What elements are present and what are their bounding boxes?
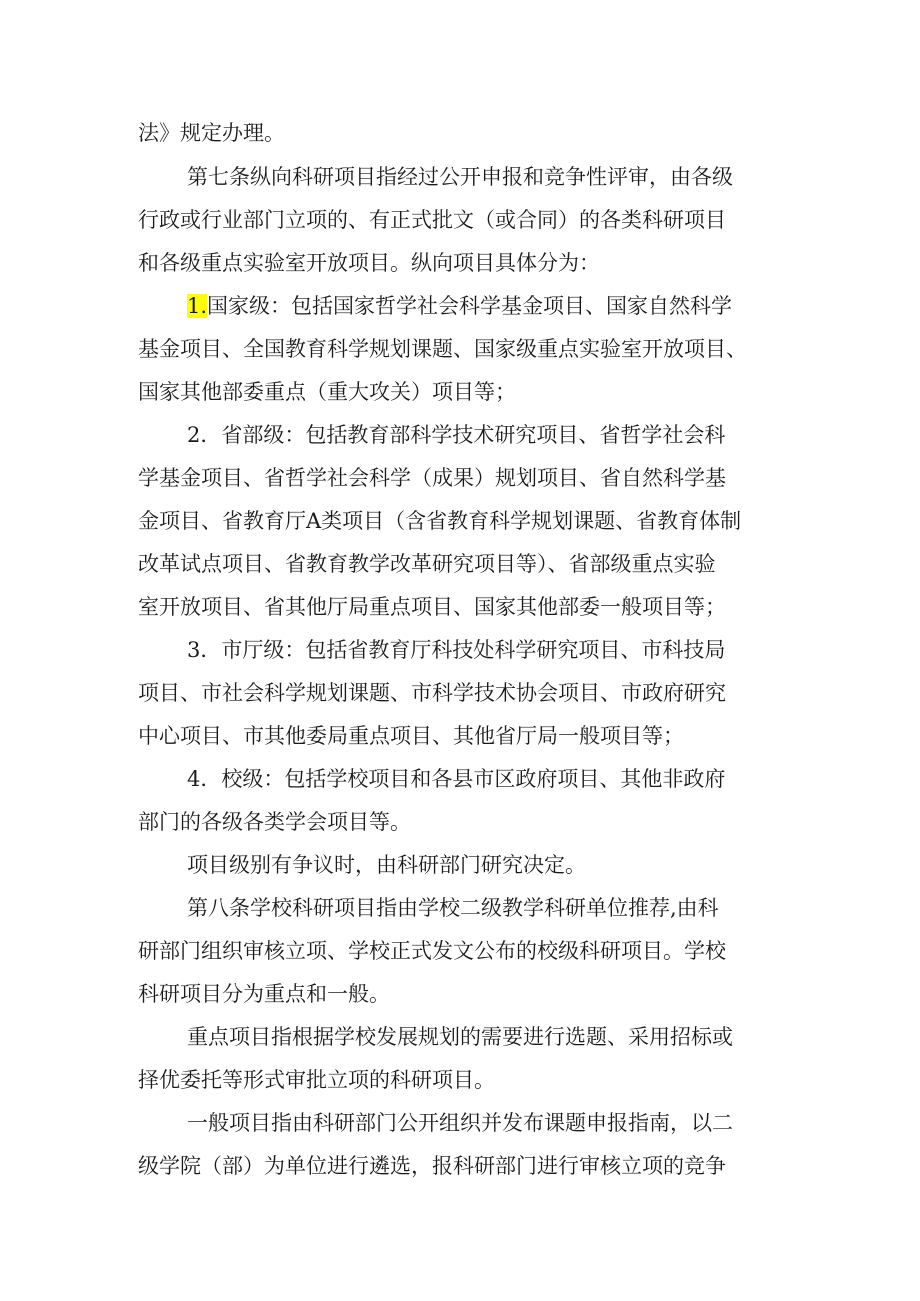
text-line: 择优委托等形式审批立项的科研项目。 [138, 1068, 495, 1092]
text-line: 一般项目指由科研部门公开组织并发布课题申报指南，以二 [187, 1111, 733, 1135]
text-line: 和各级重点实验室开放项目。纵向项目具体分为： [138, 251, 600, 275]
text-line: 项目级别有争议时，由科研部门研究决定。 [187, 853, 586, 877]
highlighted-list-number: 1. [187, 294, 208, 318]
text-line: 科研项目分为重点和一般。 [138, 982, 390, 1006]
text-line: 学基金项目、省哲学社会科学（成果）规划项目、省自然科学基 [138, 466, 726, 490]
text-line: 级学院（部）为单位进行遴选，报科研部门进行审核立项的竞争 [138, 1154, 726, 1178]
text-line: 室开放项目、省其他厅局重点项目、国家其他部委一般项目等； [138, 595, 726, 619]
text-line: 重点项目指根据学校发展规划的需要进行选题、采用招标或 [187, 1025, 733, 1049]
text-line: 法》规定办理。 [138, 121, 285, 145]
text-line: 研部门组织审核立项、学校正式发文公布的校级科研项目。学校 [138, 939, 726, 963]
text-line: 第八条学校科研项目指由学校二级教学科研单位推荐,由科 [187, 896, 719, 920]
text-line: 第七条纵向科研项目指经过公开申报和竞争性评审，由各级 [187, 165, 733, 189]
text-line: 行政或行业部门立项的、有正式批文（或合同）的各类科研项目 [138, 208, 726, 232]
text-line: 国家其他部委重点（重大攻关）项目等； [138, 380, 516, 404]
text-line: 金项目、省教育厅A类项目（含省教育科学规划课题、省教育体制 [138, 509, 742, 533]
text-line [187, 291, 732, 321]
text-line: 改革试点项目、省教育教学改革研究项目等）、省部级重点实验 [138, 552, 716, 576]
text-line: 2．省部级：包括教育部科学技术研究项目、省哲学社会科 [187, 423, 726, 447]
text-line: 基金项目、全国教育科学规划课题、国家级重点实验室开放项目、 [138, 337, 747, 361]
list-item-text: 国家级：包括国家哲学社会科学基金项目、国家自然科学 [207, 294, 733, 318]
text-line: 部门的各级各类学会项目等。 [138, 810, 411, 834]
text-line: 中心项目、市其他委局重点项目、其他省厅局一般项目等； [138, 724, 684, 748]
text-line: 项目、市社会科学规划课题、市科学技术协会项目、市政府研究 [138, 681, 726, 705]
text-line: 3．市厅级：包括省教育厅科技处科学研究项目、市科技局 [187, 638, 726, 662]
text-line: 4．校级：包括学校项目和各县市区政府项目、其他非政府 [187, 767, 726, 791]
